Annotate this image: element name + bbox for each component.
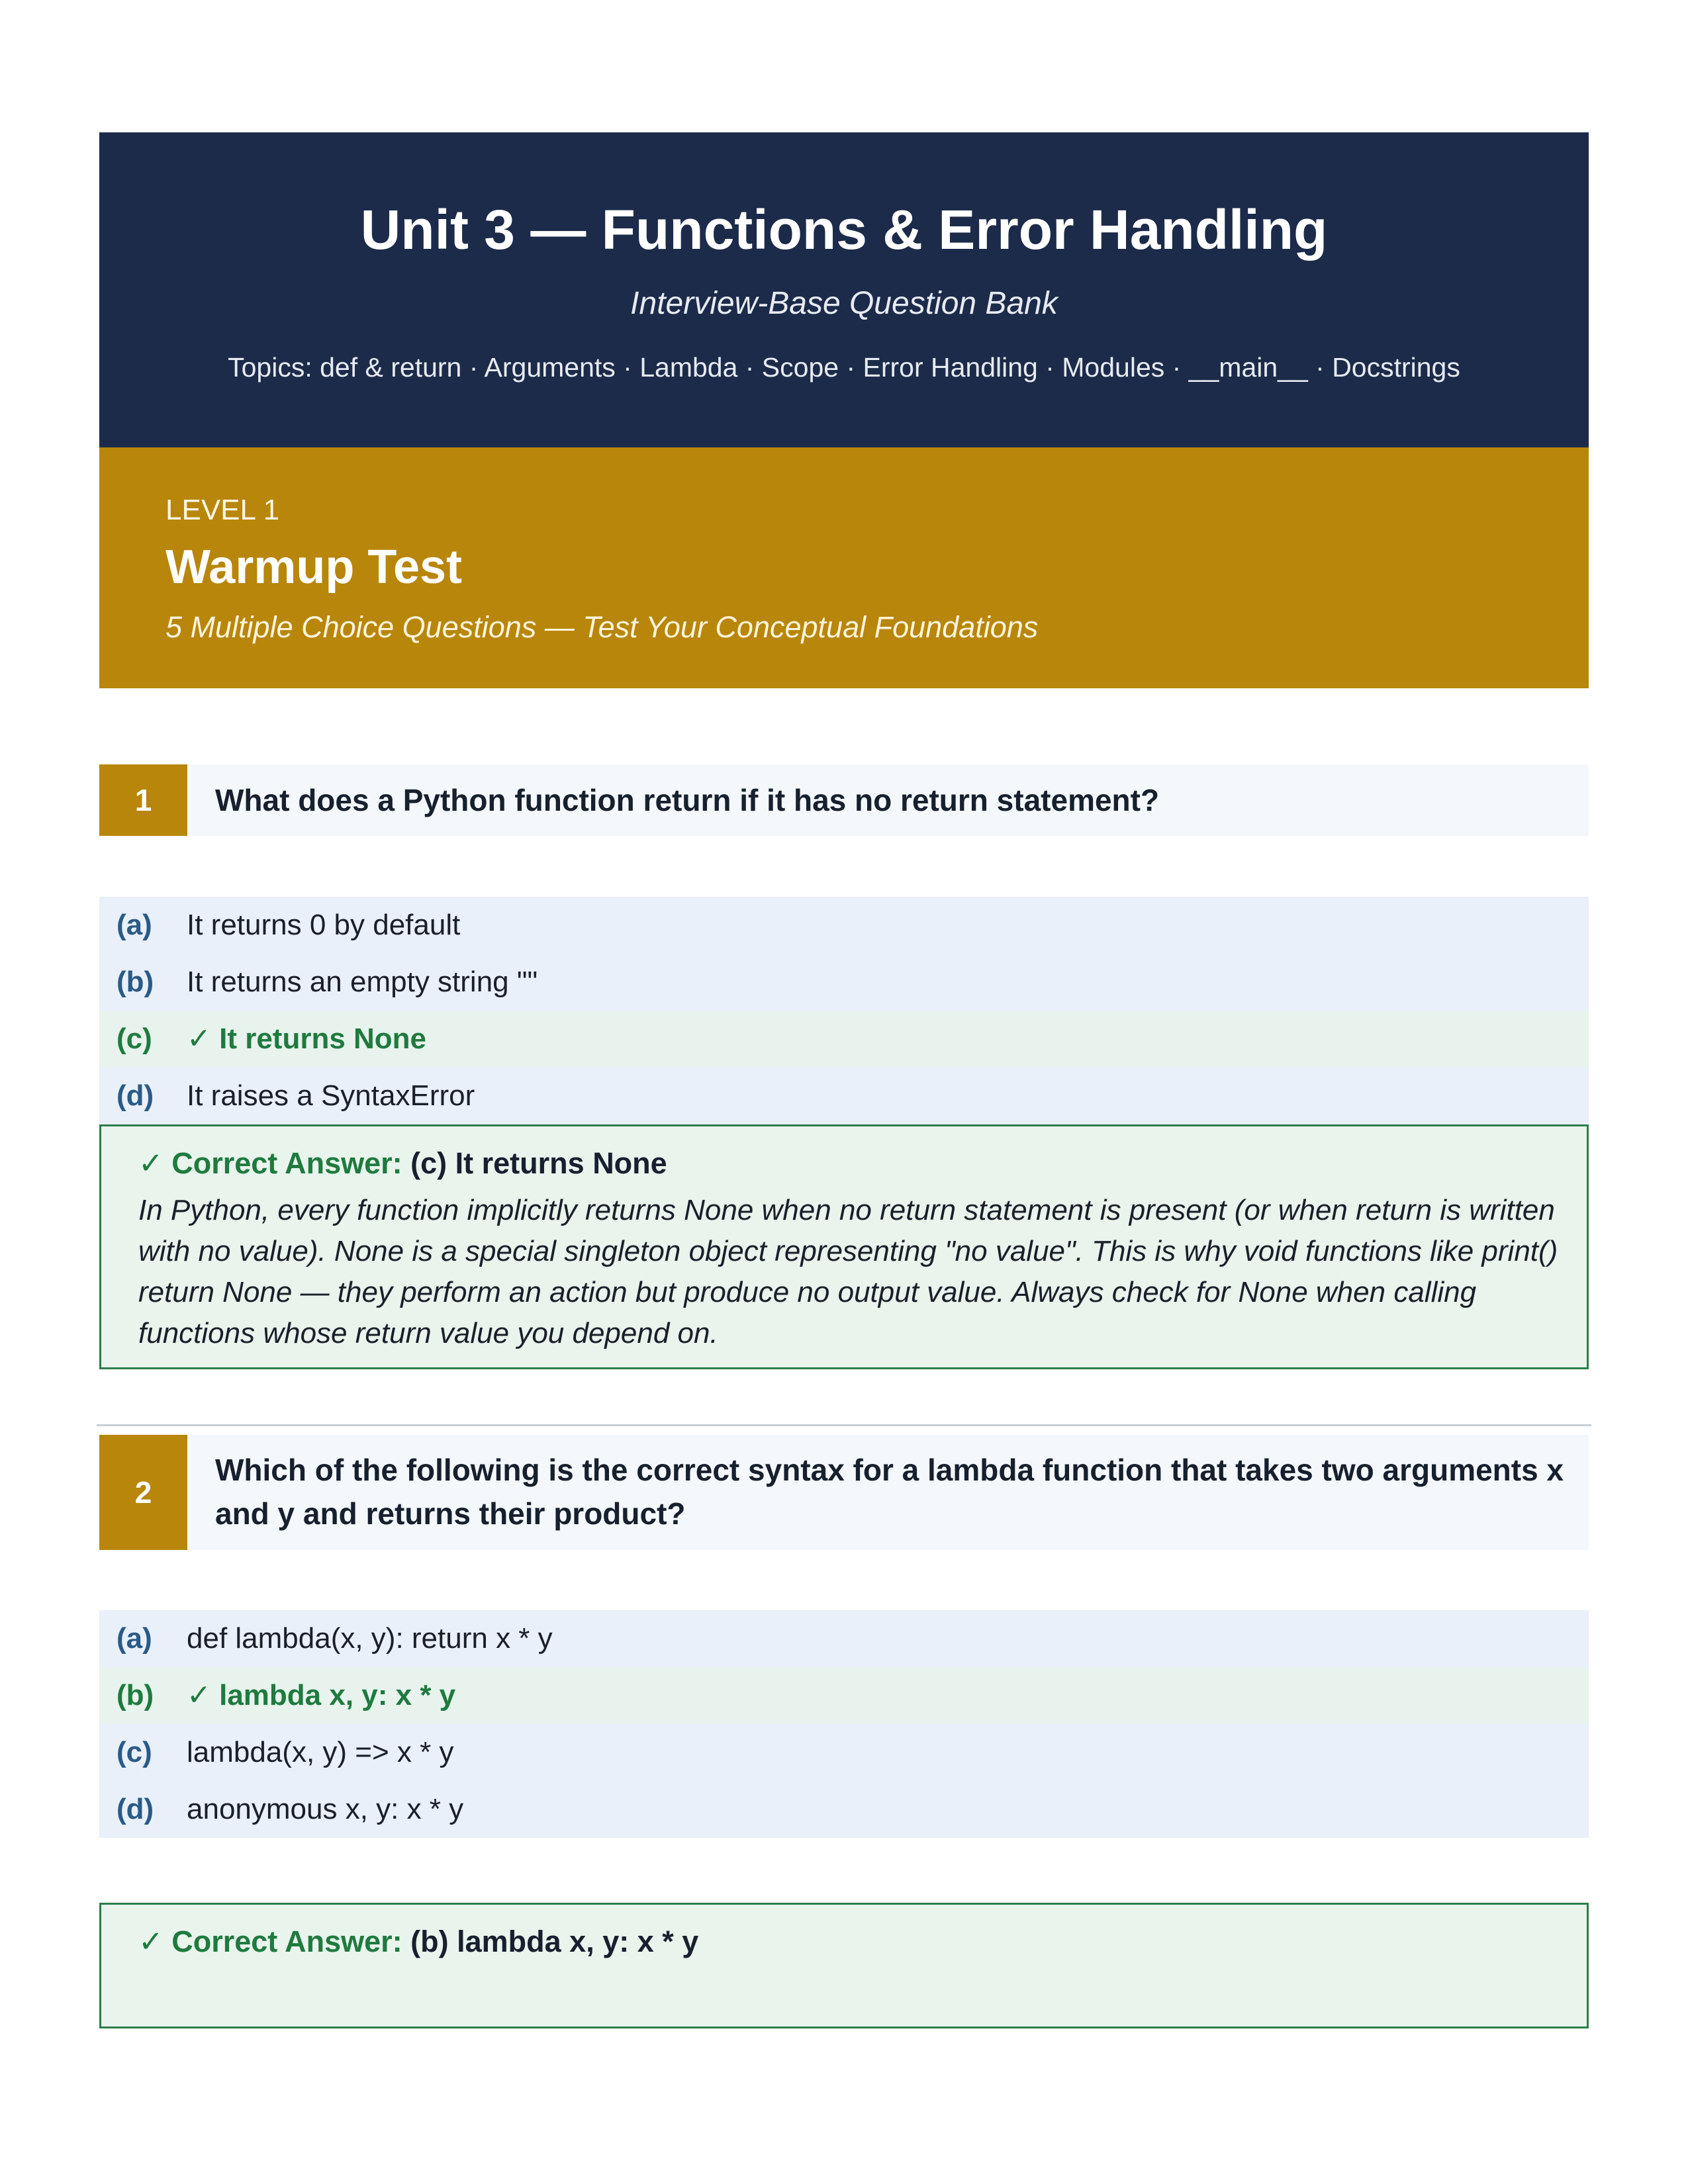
- option-row-correct[interactable]: [99, 1011, 1589, 1068]
- option-text: It returns an empty string "": [187, 966, 538, 998]
- option-text: def lambda(x, y): return x * y: [187, 1622, 553, 1655]
- option-letter: (a): [117, 1622, 152, 1655]
- option-row[interactable]: [99, 1781, 1589, 1838]
- option-row[interactable]: [99, 954, 1589, 1011]
- option-row[interactable]: [99, 1610, 1589, 1667]
- question-text: Which of the following is the correct syntax for a lambda function that takes two arguments x and y and returns their product?: [215, 1453, 1564, 1531]
- option-letter: (b): [117, 966, 154, 998]
- level-title: Warmup Test: [165, 541, 463, 594]
- level-subtitle: 5 Multiple Choice Questions — Test Your Conceptual Foundations: [165, 610, 1039, 644]
- option-letter: (c): [117, 1736, 152, 1768]
- answer-explanation: In Python, every function implicitly returns None when no return statement is present (or when return is written with no value). None is a special singleton object representing "no value". This is why void functions like print() return None — they perform an action but produce no output value. Always check for None when calling functions whose return value you depend on.: [138, 1194, 1558, 1349]
- question-text: What does a Python function return if it has no return statement?: [215, 783, 1160, 817]
- answer-line: [138, 1144, 667, 1183]
- option-text: ✓ It returns None: [187, 1023, 427, 1055]
- option-letter: (d): [117, 1793, 154, 1825]
- option-text: ✓ lambda x, y: x * y: [187, 1679, 456, 1711]
- option-letter: (c): [117, 1023, 152, 1055]
- option-letter: (a): [117, 909, 152, 941]
- answer-box: [99, 1124, 1589, 1369]
- document-title: Unit 3 — Functions & Error Handling: [360, 199, 1328, 261]
- answer-value: (c) It returns None: [410, 1146, 667, 1180]
- option-text: It returns 0 by default: [187, 909, 461, 941]
- section-divider: [97, 1424, 1591, 1426]
- option-row[interactable]: [99, 1068, 1589, 1124]
- option-text: anonymous x, y: x * y: [187, 1793, 464, 1825]
- option-row[interactable]: [99, 1724, 1589, 1781]
- answer-value: (b) lambda x, y: x * y: [410, 1925, 699, 1958]
- question-number-badge: 1: [99, 764, 187, 836]
- answer-box: [99, 1903, 1589, 2028]
- level-kicker: LEVEL 1: [165, 494, 280, 526]
- topics-line: Topics: def & return · Arguments · Lambda · Scope · Error Handling · Modules · __main__ · Docstrings: [228, 352, 1460, 383]
- answer-label: ✓ Correct Answer:: [138, 1146, 402, 1180]
- option-text: It raises a SyntaxError: [187, 1079, 475, 1112]
- option-row-correct[interactable]: [99, 1667, 1589, 1724]
- option-text: lambda(x, y) => x * y: [187, 1736, 454, 1768]
- option-letter: (b): [117, 1679, 154, 1711]
- option-row[interactable]: [99, 897, 1589, 954]
- answer-line: [138, 1922, 698, 1962]
- document-subtitle: Interview-Base Question Bank: [630, 286, 1058, 321]
- option-letter: (d): [117, 1079, 154, 1112]
- answer-label: ✓ Correct Answer:: [138, 1925, 402, 1958]
- question-number-badge: 2: [99, 1435, 187, 1550]
